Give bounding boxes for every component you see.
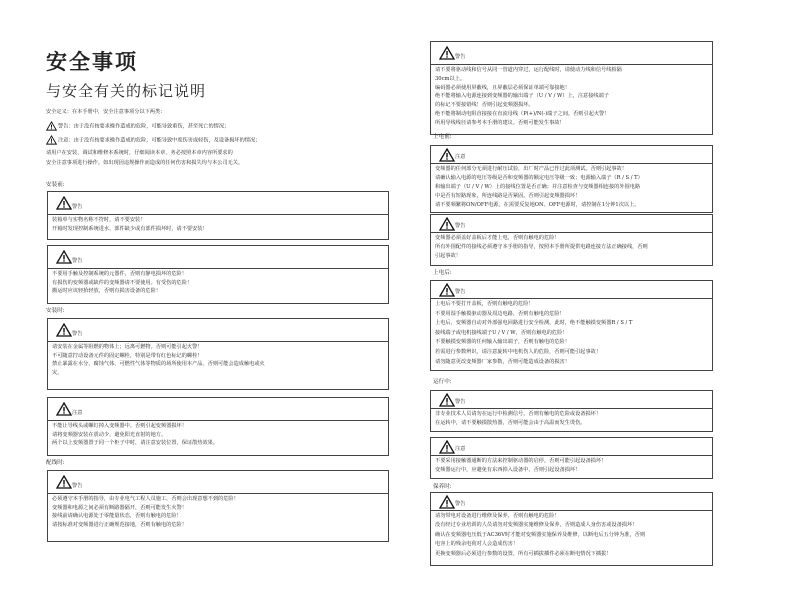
box-line: 变频器和电源之间必须有断路器隔开，否则可能发生火警！ xyxy=(52,504,187,511)
caution-triangle-icon xyxy=(439,148,455,162)
box-body xyxy=(431,299,712,369)
box-label: 警告 xyxy=(72,483,83,489)
box-line: 引起事故！ xyxy=(435,253,461,259)
box-line: 绝不能将输入电源连接到变频器的输出端子（U / V / W）上，注意接线端子 xyxy=(435,93,609,100)
box-line: 所有外围配件的接线必须遵守本手册的指导，按照本手册所提供电路连接方法正确接线，否则 xyxy=(435,244,648,250)
section-title-before-install: 安装前: xyxy=(46,182,65,188)
box-line: 不能让导线头或螺钉掉入变频器中。否则引起变频器损坏！ xyxy=(52,423,187,429)
box-line: 的标记不要接错线！否则引起变频器损坏。 xyxy=(435,102,534,109)
box-line: 上电后，变频器自动对外部强电回路进行安全检测，此时，绝不能触摸变频器R / S / T xyxy=(435,320,633,327)
box-label: 警告 xyxy=(455,501,466,507)
box-body xyxy=(48,342,388,379)
page-title: 安全事项 xyxy=(46,49,138,74)
box-line: 请不要频繁将ON/OFF电源。在需要反复地ON、OFF电源时，请控制在1分钟1次以上。 xyxy=(435,202,640,208)
warning-triangle-icon xyxy=(439,46,455,60)
box-line: 请将变频器安装在震动少，避免阳光直射的地方。 xyxy=(52,431,167,438)
intro-definition: 安全定义：在本手册中，安全注意事项分以下两类： xyxy=(46,109,166,115)
box-header xyxy=(431,493,712,511)
section-title-before-power-on: 上电前: xyxy=(433,134,452,140)
box-line: 若需进行参数辨识，请注意旋转中电机伤人的危险，否则可能引起事故！ xyxy=(435,348,602,355)
box-line: 禁止暴露在水分、腐蚀气体、可燃性气体等物质的场所使用本产品。否则可能会造成触电或火 xyxy=(52,361,265,368)
box-line: 电容上的残余电荷对人会造成伤害！ xyxy=(435,541,519,548)
warning-box-wiring-continued xyxy=(430,41,713,135)
box-line: 接线端子或电机接线端子U / V / W，否则有触电的危险！ xyxy=(435,329,568,336)
warning-box-before-power-on xyxy=(430,214,713,266)
box-line: 变频器运行中，应避免有东西掉入设备中，否则引起设备损坏！ xyxy=(435,467,581,474)
box-body xyxy=(431,409,712,431)
box-header xyxy=(48,471,388,494)
section-title-after-power-on: 上电后: xyxy=(433,270,452,276)
box-header xyxy=(431,281,712,299)
box-header xyxy=(431,391,712,409)
warning-box-after-power-on xyxy=(430,280,713,371)
warning-triangle-icon xyxy=(439,495,455,509)
section-title-during-install: 安装时: xyxy=(46,308,65,314)
box-line: 两个以上变频器置于同一个柜子中时，请注意安装位置，保证散热效果。 xyxy=(52,440,219,447)
box-line: 上电后不要打开盖板，否则有触电的危险！ xyxy=(435,301,534,307)
box-label: 警告 xyxy=(72,258,83,264)
box-line: 变频器的任何部分无须进行耐压试验，出厂时产品已作过此项测试。否则引起事故！ xyxy=(435,166,627,172)
box-line: 绝不能将制动电阻直接接在直流母线（P(+)/N(-)端子之间。否则引起火警！ xyxy=(435,110,610,117)
box-line: 不可随意拧动设备元件的固定螺栓，特别是带有红色标记的螺栓！ xyxy=(52,352,203,359)
box-label: 注意 xyxy=(455,154,466,160)
box-body xyxy=(431,164,712,212)
box-body xyxy=(48,421,388,450)
section-title-maintenance: 保养时: xyxy=(433,484,452,490)
box-header xyxy=(431,146,712,164)
box-body xyxy=(431,511,712,561)
warning-triangle-icon xyxy=(439,217,455,231)
box-label: 警告 xyxy=(72,204,83,210)
intro-warning-text: 警告：由于没有按要求操作造成的危险，可能导致重伤，甚至死亡的情况； xyxy=(58,123,230,130)
box-line: 和输出端子（U / V / W）上的接线位置是否正确；并注意检查与变频器相连接的外围电路 xyxy=(435,184,641,190)
intro-caution-text: 注意：由于没有按要求操作造成的危险，可能导致中度伤害或轻伤，及设备损坏的情况； xyxy=(58,137,261,144)
box-line: 更换变频器后必须进行参数的设置，所有可插拔插件必须在断电情况下插拔！ xyxy=(435,550,612,557)
box-line: 请确认输入电源的电压等级是否和变频器的额定电压等级一致；电源输入端子（R / S / T） xyxy=(435,175,643,181)
box-line: 不要用手触及控制系统的元器件，否则有静电损坏的危险！ xyxy=(52,271,187,277)
section-title-running: 运行中: xyxy=(433,379,452,385)
box-line: 请勿带电对设备进行维修及保养，否则有触电的危险！ xyxy=(435,513,560,519)
box-line: 接线前请确认电源处于零能量状态，否则有触电的危险！ xyxy=(52,513,182,520)
section-title-wiring: 配线时: xyxy=(46,460,65,466)
warning-triangle-icon xyxy=(439,393,455,407)
box-line: 所用导线线径请参考本手册的建议。否则可能发生事故！ xyxy=(435,119,565,126)
warning-box-before-install-2 xyxy=(47,245,389,304)
caution-box-before-power-on xyxy=(430,145,713,213)
box-line: 必须遵守本手册的指导，由专业电气工程人员施工，否则会出现意想不到的危险！ xyxy=(52,496,239,502)
page-subtitle: 与安全有关的标记说明 xyxy=(46,82,207,100)
warning-triangle-icon xyxy=(56,250,72,264)
warning-triangle-icon xyxy=(56,323,72,337)
box-label: 注意 xyxy=(455,446,466,452)
box-body xyxy=(48,215,388,235)
box-line: 不要采用接触器通断的方法来控制驱动器的启停，否则可能引起设备损坏！ xyxy=(435,458,607,464)
warning-box-wiring xyxy=(47,470,389,542)
warning-box-before-install-1 xyxy=(47,191,389,240)
box-line: 确认在变频器电压低于AC36V时才能对变频器实施保养及维修，以断电后五分钟为准，否则 xyxy=(435,531,646,538)
box-line: 有损伤的变频器或缺件的变频器请不要使用。有受伤的危险！ xyxy=(52,279,193,286)
box-header xyxy=(431,215,712,233)
box-line: 请勿随意更改变频器厂家参数，否则可能造成设备的损害！ xyxy=(435,358,570,365)
caution-box-running xyxy=(430,437,713,479)
intro-caution-line xyxy=(46,135,260,146)
box-label: 警告 xyxy=(455,399,466,405)
box-line: 请安装在金属等阻燃的物体上；远离可燃物。否则可能引起火警！ xyxy=(52,344,203,350)
caution-triangle-icon xyxy=(46,135,57,145)
box-header xyxy=(48,246,388,269)
warning-triangle-icon xyxy=(56,475,72,489)
warning-triangle-icon xyxy=(46,121,57,131)
box-line: 编码器必须使用屏蔽线，且屏蔽层必须保证单端可靠接地！ xyxy=(435,84,570,91)
caution-box-during-install xyxy=(47,397,389,456)
box-body xyxy=(431,65,712,130)
box-line: 变频器必须盖好盖板后才能上电，否则有触电的危险！ xyxy=(435,235,560,241)
box-line: 30cm以上。 xyxy=(435,75,465,82)
box-line: 不要用湿手触摸驱动器及周边电路，否则有触电的危险！ xyxy=(435,310,565,317)
box-line: 请不要将驱动线和信号从同一管道内穿过，运行配线时，请使动力线和信号线相隔 xyxy=(435,67,622,73)
caution-triangle-icon xyxy=(439,440,455,454)
box-label: 警告 xyxy=(455,289,466,295)
box-header xyxy=(48,398,388,421)
intro-note-line-1: 请用户在安装、调试和维修本系统时，仔细阅读本章，务必按照本章内容所要求的 xyxy=(46,150,233,156)
box-line: 灾。 xyxy=(52,369,63,376)
box-line: 非专业技术人员请勿在运行中检测信号，否则有触电的危险或设备损坏！ xyxy=(435,411,602,417)
box-header xyxy=(48,319,388,342)
box-header xyxy=(431,42,712,65)
box-label: 警告 xyxy=(455,223,466,229)
warning-box-running xyxy=(430,390,713,432)
box-body xyxy=(431,233,712,263)
box-body xyxy=(431,456,712,478)
warning-box-maintenance xyxy=(430,492,713,566)
caution-triangle-icon xyxy=(56,402,72,416)
intro-note-line-2: 安全注意事项进行操作。如出现因违规操作而造成的任何伤害和损失均与本公司无关。 xyxy=(46,160,244,166)
box-line: 中是否有短路现象，所连线路是否紧固。否则引起变频器损坏！ xyxy=(435,193,581,199)
warning-box-during-install xyxy=(47,318,389,390)
box-line: 请按标准对变频器进行正确规范接地，否则有触电的危险！ xyxy=(52,521,187,528)
box-line: 在运转中，请不要触摸散热器，否则可能会由于高温而发生烫伤。 xyxy=(435,420,586,427)
box-header xyxy=(431,438,712,456)
box-body xyxy=(48,269,388,298)
box-line: 开箱时发现控制系统进水、部件缺少或有部件损坏时，请不要安装！ xyxy=(52,225,208,232)
box-line: 不要触摸变频器的任何输入输出端子，否则有触电的危险！ xyxy=(435,339,570,346)
box-line: 装箱单与实物名称不符时，请不要安装！ xyxy=(52,217,146,223)
box-label: 警告 xyxy=(455,54,466,60)
box-line: 没有经过专业培训的人员请勿对变频器实施维修及保养，否则造成人身伤害或设备损坏！ xyxy=(435,522,638,529)
intro-warning-line xyxy=(46,121,229,132)
warning-triangle-icon xyxy=(56,196,72,210)
box-line: 搬运时应该轻抬轻放，否则有损害设备的危险！ xyxy=(52,288,161,295)
warning-triangle-icon xyxy=(439,283,455,297)
box-header xyxy=(48,192,388,215)
box-body xyxy=(48,494,388,531)
box-label: 注意 xyxy=(72,410,83,416)
box-label: 警告 xyxy=(72,331,83,337)
